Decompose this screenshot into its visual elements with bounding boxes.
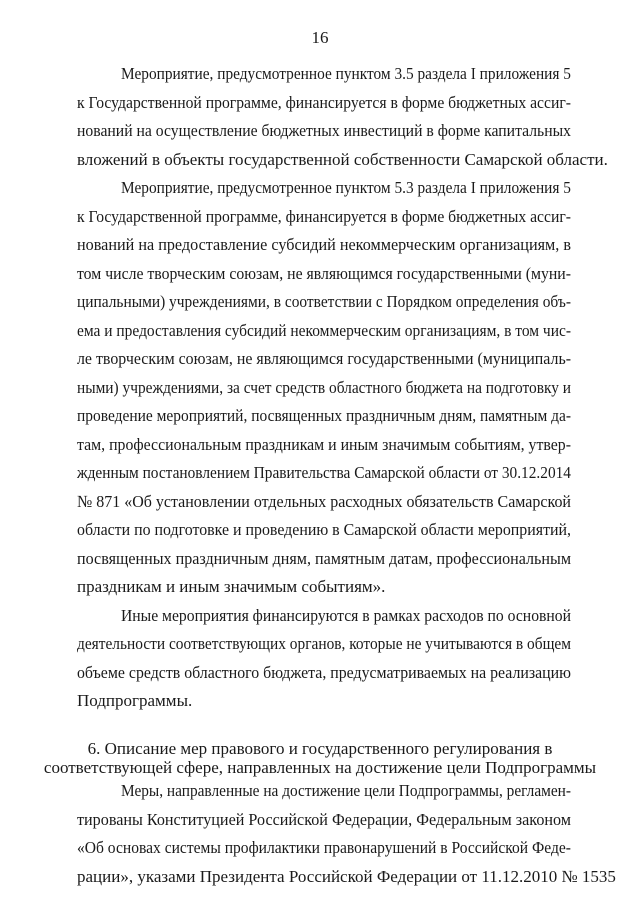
text-line: нований на осуществление бюджетных инвестиций в форме капитальных bbox=[77, 121, 571, 140]
text-line: ема и предоставления субсидий некоммерческим организациям, в том чис- bbox=[77, 321, 571, 340]
text-line: нований на предоставление субсидий некоммерческим организациям, в bbox=[77, 235, 571, 254]
text-line: № 871 «Об установлении отдельных расходных обязательств Самарской bbox=[77, 492, 571, 511]
heading-line: соответствующей сфере, направленных на достижение цели Подпрограммы bbox=[43, 758, 597, 777]
text-line: Меры, направленные на достижение цели Подпрограммы, регламен- bbox=[121, 781, 571, 800]
text-line: ными) учреждениями, за счет средств областного бюджета на подготовку и bbox=[77, 378, 571, 397]
text-line: праздникам и иным значимым событиям». bbox=[77, 577, 386, 596]
text-line: к Государственной программе, финансируется в форме бюджетных ассиг- bbox=[77, 207, 571, 226]
text-line: ципальными) учреждениями, в соответствии с Порядком определения объ- bbox=[77, 292, 571, 311]
text-line: «Об основах системы профилактики правонарушений в Российской Феде- bbox=[77, 838, 571, 857]
text-line: там, профессиональным праздникам и иным значимым событиям, утвер- bbox=[77, 435, 571, 454]
text-line: рации», указами Президента Российской Федерации от 11.12.2010 № 1535 bbox=[77, 867, 616, 886]
text-line: деятельности соответствующих органов, которые не учитываются в общем bbox=[77, 634, 571, 653]
text-line: вложений в объекты государственной собственности Самарской области. bbox=[77, 150, 608, 169]
text-line: жденным постановлением Правительства Самарской области от 30.12.2014 bbox=[77, 463, 571, 482]
text-line: том числе творческим союзам, не являющимся государственными (муни- bbox=[77, 264, 571, 283]
text-line: Иные мероприятия финансируются в рамках расходов по основной bbox=[121, 606, 571, 625]
text-line: области по подготовке и проведению в Самарской области мероприятий, bbox=[77, 520, 571, 539]
text-line: Мероприятие, предусмотренное пунктом 3.5 раздела I приложения 5 bbox=[121, 64, 571, 83]
text-line: Мероприятие, предусмотренное пунктом 5.3 раздела I приложения 5 bbox=[121, 178, 571, 197]
text-line: тированы Конституцией Российской Федерации, Федеральным законом bbox=[77, 810, 571, 829]
text-line: проведение мероприятий, посвященных праздничным дням, памятным да- bbox=[77, 406, 571, 425]
text-line: Подпрограммы. bbox=[77, 691, 193, 710]
heading-line: 6. Описание мер правового и государственного регулирования в bbox=[87, 739, 553, 758]
text-line: посвященных праздничным дням, памятным датам, профессиональным bbox=[77, 549, 571, 568]
page-number: 16 bbox=[311, 28, 329, 47]
text-line: к Государственной программе, финансируется в форме бюджетных ассиг- bbox=[77, 93, 571, 112]
text-line: ле творческим союзам, не являющимся государственными (муниципаль- bbox=[77, 349, 571, 368]
text-line: объеме средств областного бюджета, предусматриваемых на реализацию bbox=[77, 663, 571, 682]
